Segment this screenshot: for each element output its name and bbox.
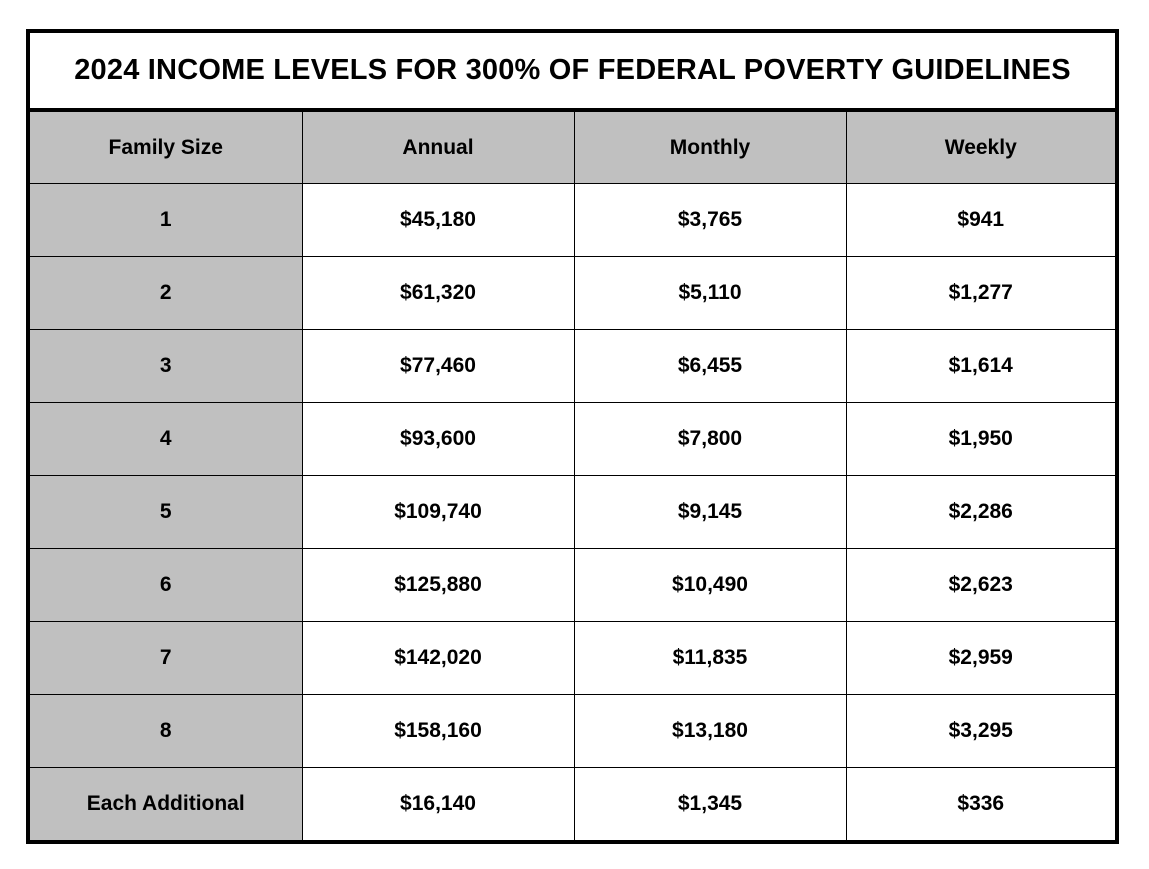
annual-cell: $158,160 [302,695,574,768]
weekly-cell: $1,950 [846,403,1115,476]
monthly-cell: $3,765 [574,184,846,257]
monthly-cell: $6,455 [574,330,846,403]
table-row [30,549,1115,622]
weekly-cell: $2,623 [846,549,1115,622]
weekly-cell: $2,959 [846,622,1115,695]
weekly-cell: $336 [846,768,1115,841]
weekly-cell: $941 [846,184,1115,257]
monthly-cell: $7,800 [574,403,846,476]
family-size-cell: 8 [30,695,302,768]
table-row [30,184,1115,257]
family-size-cell: 4 [30,403,302,476]
column-header-annual: Annual [302,112,574,184]
column-header-weekly: Weekly [846,112,1115,184]
family-size-cell: 7 [30,622,302,695]
weekly-cell: $1,614 [846,330,1115,403]
income-levels-table [30,112,1115,840]
weekly-cell: $2,286 [846,476,1115,549]
family-size-cell: 2 [30,257,302,330]
table-row [30,330,1115,403]
table-row [30,476,1115,549]
monthly-cell: $13,180 [574,695,846,768]
table-title: 2024 INCOME LEVELS FOR 300% OF FEDERAL POVERTY GUIDELINES [30,33,1115,112]
family-size-cell: 5 [30,476,302,549]
table-row [30,403,1115,476]
monthly-cell: $1,345 [574,768,846,841]
family-size-cell: 1 [30,184,302,257]
table-row [30,768,1115,841]
weekly-cell: $3,295 [846,695,1115,768]
family-size-cell: Each Additional [30,768,302,841]
table-row [30,695,1115,768]
family-size-cell: 6 [30,549,302,622]
annual-cell: $109,740 [302,476,574,549]
family-size-cell: 3 [30,330,302,403]
header-row [30,112,1115,184]
monthly-cell: $5,110 [574,257,846,330]
column-header-monthly: Monthly [574,112,846,184]
annual-cell: $142,020 [302,622,574,695]
table-row [30,622,1115,695]
annual-cell: $61,320 [302,257,574,330]
weekly-cell: $1,277 [846,257,1115,330]
annual-cell: $93,600 [302,403,574,476]
annual-cell: $45,180 [302,184,574,257]
column-header-family-size: Family Size [30,112,302,184]
annual-cell: $125,880 [302,549,574,622]
annual-cell: $77,460 [302,330,574,403]
monthly-cell: $9,145 [574,476,846,549]
annual-cell: $16,140 [302,768,574,841]
monthly-cell: $10,490 [574,549,846,622]
monthly-cell: $11,835 [574,622,846,695]
table-row [30,257,1115,330]
income-table-frame [26,29,1119,844]
